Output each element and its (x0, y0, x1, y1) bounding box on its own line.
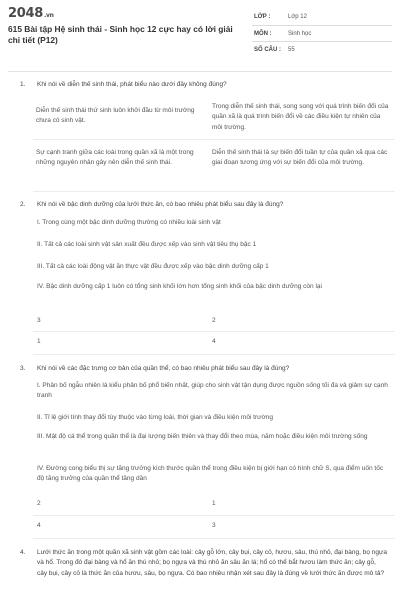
meta-row-grade (252, 9, 392, 26)
page-title: 615 Bài tập Hệ sinh thái - Sinh học 12 cực hay có lời giải chi tiết (P12) (8, 24, 233, 45)
statement-1: I. Phân bố ngẫu nhiên là kiểu phân bố phổ biến nhất, giúp cho sinh vật tận dụng được nguồn sống tối đa và giảm sự cạnh tranh (37, 382, 388, 400)
question-number: 4. (20, 549, 26, 556)
answer-option-b[interactable]: 2 (212, 317, 216, 324)
meta-key: SỐ CÂU : (254, 47, 281, 53)
option-divider (33, 515, 395, 516)
question-stem: Lưới thức ăn trong một quần xã sinh vật gồm các loài: cây gỗ lớn, cây bụi, cây cỏ, hươu, sâu, thú nhỏ, đại bàng, bọ ngựa và hổ. Trong đó đại bàng và hổ ăn thú nhỏ; bọ ngựa và thú nhỏ ăn sâu ăn lá; hổ có thể bắt hươu làm thức ăn; cây gỗ, cây bụi, cây cỏ là thức ăn của hươu, sâu, bọ ngựa. Có bao nhiêu nhận xét sau đây là đúng về lưới thức ăn được mô tả? (37, 549, 387, 577)
logo-suffix: .vn (43, 12, 54, 19)
logo-text: 2048 (8, 6, 43, 21)
statement-3: III. Tất cả các loài động vật ăn thực vật đều được xếp vào bậc dinh dưỡng cấp 1 (37, 263, 269, 270)
answer-option-a[interactable]: 2 (37, 500, 41, 507)
header-divider (8, 71, 392, 72)
question-number: 2. (20, 201, 26, 208)
statement-4: IV. Đường cong biểu thị sự tăng trưởng kích thước quần thể trong điều kiện bị giới hạn có hình chữ S, qua điểm uốn tốc độ tăng trưởng của quần thể tăng dần (37, 465, 384, 483)
answer-option-b[interactable]: 1 (212, 500, 216, 507)
meta-value: Lớp 12 (288, 14, 307, 20)
option-divider (33, 538, 395, 539)
option-divider (33, 331, 395, 332)
question-stem: Khi nói về diễn thế sinh thái, phát biểu nào dưới đây không đúng? (37, 81, 227, 88)
statement-2: II. Tỉ lệ giới tính thay đổi tùy thuộc vào từng loài, thời gian và điều kiện môi trường (37, 414, 273, 421)
meta-row-subject (252, 26, 392, 43)
page-header (0, 0, 400, 64)
question-number: 3. (20, 365, 26, 372)
answer-option-c[interactable]: 4 (37, 522, 41, 529)
question-number: 1. (20, 81, 26, 88)
meta-value: Sinh học (288, 30, 312, 37)
answer-option-b[interactable]: Trong diễn thế sinh thái, song song với quá trình biến đổi của quần xã là quá trình biến đổi về các điều kiện tự nhiên của môi trường. (212, 103, 389, 131)
question-stem: Khi nói về bậc dinh dưỡng của lưới thức ăn, có bao nhiêu phát biểu sau đây là đúng? (37, 201, 284, 208)
answer-option-d[interactable]: Diễn thế sinh thái là sự biến đổi tuần tự của quần xã qua các giai đoạn tương ứng với sự biến đổi của môi trường. (212, 149, 388, 167)
site-logo[interactable] (8, 6, 54, 21)
answer-option-a[interactable]: Diễn thế sinh thái thứ sinh luôn khởi đầu từ môi trường chưa có sinh vật. (36, 107, 195, 125)
answer-option-d[interactable]: 4 (212, 338, 216, 345)
statement-2: II. Tất cả các loài sinh vật sản xuất đều được xếp vào sinh vật tiêu thụ bậc 1 (37, 241, 257, 248)
statement-1: I. Trong cùng một bậc dinh dưỡng thường có nhiều loài sinh vật (37, 219, 221, 226)
meta-table (252, 9, 392, 59)
meta-key: MÔN : (254, 30, 272, 37)
meta-value: 55 (288, 47, 295, 53)
answer-option-a[interactable]: 3 (37, 317, 41, 324)
answer-option-c[interactable]: Sự cạnh tranh giữa các loài trong quần xã là một trong những nguyên nhân gây nên diễn thế sinh thái. (36, 149, 194, 167)
question-stem: Khi nói về các đặc trưng cơ bản của quần thể, có bao nhiêu phát biểu sau đây là đúng? (37, 365, 290, 372)
statement-3: III. Mật độ cá thể trong quần thể là đại lượng biến thiên và thay đổi theo mùa, năm hoặc điều kiện môi trường sống (37, 433, 368, 440)
option-divider (33, 139, 395, 140)
answer-option-c[interactable]: 1 (37, 338, 41, 345)
meta-key: LỚP : (254, 14, 271, 20)
option-divider (33, 354, 395, 355)
answer-option-d[interactable]: 3 (212, 522, 216, 529)
statement-4: IV. Bậc dinh dưỡng cấp 1 luôn có tổng sinh khối lớn hơn tổng sinh khối của bậc dinh dưỡng còn lại (37, 283, 322, 290)
option-divider (33, 191, 395, 192)
meta-row-count (252, 42, 392, 59)
